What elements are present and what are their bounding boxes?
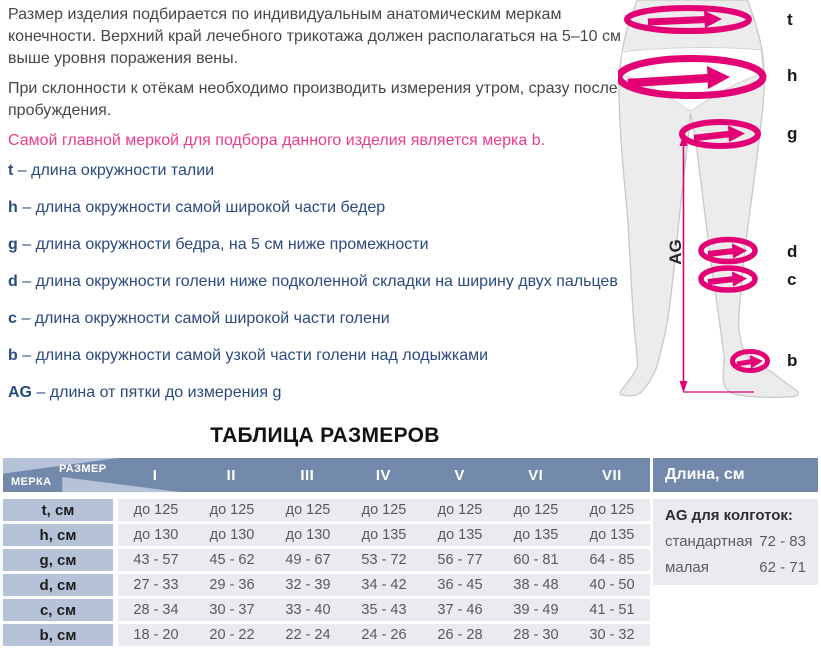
length-panel-body bbox=[653, 499, 818, 585]
intro-paragraph-2: При склонности к отёкам необходимо производить измерения утром, сразу после пробуждения. bbox=[8, 80, 618, 119]
measurement-key: d bbox=[8, 273, 18, 290]
size-column-header: V bbox=[454, 466, 465, 484]
measurements-list bbox=[8, 160, 648, 419]
table-cell: 64 - 85 bbox=[589, 552, 635, 568]
row-label: c, см bbox=[3, 599, 113, 621]
table-cell: 56 - 77 bbox=[437, 552, 483, 568]
table-cell: 41 - 51 bbox=[589, 602, 635, 618]
measurement-item bbox=[8, 234, 648, 256]
measurement-key: b bbox=[8, 347, 18, 364]
table-cell: 20 - 22 bbox=[209, 627, 255, 643]
table-cell: до 135 bbox=[437, 527, 483, 543]
measurement-description: – длина окружности самой широкой части бедер bbox=[22, 199, 386, 216]
measurement-key: g bbox=[8, 236, 18, 253]
size-column-header: IV bbox=[375, 466, 392, 484]
table-cell: 28 - 30 bbox=[513, 627, 559, 643]
size-table-body bbox=[3, 499, 650, 646]
table-cell: 49 - 67 bbox=[285, 552, 331, 568]
measurement-key: AG bbox=[8, 384, 32, 401]
row-data bbox=[118, 624, 650, 646]
size-columns bbox=[117, 458, 650, 492]
table-cell: 39 - 49 bbox=[513, 602, 559, 618]
measurement-item bbox=[8, 345, 648, 367]
table-cell: до 130 bbox=[133, 527, 179, 543]
row-label: b, см bbox=[3, 624, 113, 646]
table-cell: 29 - 36 bbox=[209, 577, 255, 593]
corner-label-measure: МЕРКА bbox=[11, 476, 52, 488]
table-cell: 24 - 26 bbox=[361, 627, 407, 643]
table-cell: 38 - 48 bbox=[513, 577, 559, 593]
size-column-header: III bbox=[300, 466, 315, 484]
length-panel-subtitle: AG для колготок: bbox=[665, 507, 793, 524]
row-data bbox=[118, 574, 650, 596]
diagram-label-d: d bbox=[787, 242, 798, 261]
length-panel-row bbox=[665, 532, 806, 551]
table-row bbox=[3, 499, 650, 521]
length-row-value: 62 - 71 bbox=[759, 559, 806, 576]
intro-section bbox=[8, 4, 623, 166]
table-cell: 60 - 81 bbox=[513, 552, 559, 568]
table-row bbox=[3, 574, 650, 596]
table-cell: 34 - 42 bbox=[361, 577, 407, 593]
size-column-header: VII bbox=[601, 466, 622, 484]
measurement-description: – длина окружности голени ниже подколенной складки на ширину двух пальцев bbox=[22, 273, 618, 290]
table-cell: до 135 bbox=[513, 527, 559, 543]
table-cell: 32 - 39 bbox=[285, 577, 331, 593]
intro-highlight: Самой главной меркой для подбора данного изделия является мерка b. bbox=[8, 132, 546, 149]
table-row bbox=[3, 524, 650, 546]
table-cell: до 125 bbox=[209, 502, 255, 518]
table-row bbox=[3, 624, 650, 646]
table-cell: до 125 bbox=[513, 502, 559, 518]
measurement-key: h bbox=[8, 199, 18, 216]
measurement-description: – длина от пятки до измерения g bbox=[36, 384, 282, 401]
table-cell: 26 - 28 bbox=[437, 627, 483, 643]
table-row bbox=[3, 549, 650, 571]
body-diagram-svg bbox=[618, 0, 821, 430]
body-diagram bbox=[618, 0, 821, 430]
length-panel-header: Длина, см bbox=[653, 458, 818, 492]
table-cell: до 130 bbox=[285, 527, 331, 543]
length-row-label: стандартная bbox=[665, 533, 753, 550]
diagram-label-b: b bbox=[787, 351, 798, 370]
table-cell: до 130 bbox=[209, 527, 255, 543]
intro-paragraph-1: Размер изделия подбирается по индивидуальным анатомическим меркам конечности. Верхний край лечебного трикотажа должен располагаться на 5–10 см выше уровня поражения вены. bbox=[8, 6, 621, 67]
table-cell: 40 - 50 bbox=[589, 577, 635, 593]
size-table bbox=[3, 458, 650, 649]
table-cell: 33 - 40 bbox=[285, 602, 331, 618]
table-cell: 43 - 57 bbox=[133, 552, 179, 568]
measurement-key: c bbox=[8, 310, 17, 327]
row-label: h, см bbox=[3, 524, 113, 546]
table-cell: 30 - 32 bbox=[589, 627, 635, 643]
table-cell: 37 - 46 bbox=[437, 602, 483, 618]
length-panel bbox=[653, 458, 818, 585]
table-cell: 22 - 24 bbox=[285, 627, 331, 643]
measurement-item bbox=[8, 308, 648, 330]
table-cell: 30 - 37 bbox=[209, 602, 255, 618]
ag-label: AG bbox=[666, 239, 685, 265]
row-data bbox=[118, 524, 650, 546]
table-cell: до 125 bbox=[285, 502, 331, 518]
measurement-item bbox=[8, 382, 648, 404]
table-row bbox=[3, 599, 650, 621]
measurement-item bbox=[8, 197, 648, 219]
table-cell: до 125 bbox=[437, 502, 483, 518]
table-cell: 53 - 72 bbox=[361, 552, 407, 568]
row-data bbox=[118, 599, 650, 621]
length-row-label: малая bbox=[665, 559, 709, 576]
row-label: g, см bbox=[3, 549, 113, 571]
row-data bbox=[118, 499, 650, 521]
row-label: t, см bbox=[3, 499, 113, 521]
table-cell: 45 - 62 bbox=[209, 552, 255, 568]
measurement-description: – длина окружности талии bbox=[17, 162, 215, 179]
table-cell: 28 - 34 bbox=[133, 602, 179, 618]
table-cell: 36 - 45 bbox=[437, 577, 483, 593]
table-cell: 18 - 20 bbox=[133, 627, 179, 643]
size-table-header bbox=[3, 458, 650, 492]
measurement-description: – длина окружности бедра, на 5 см ниже промежности bbox=[22, 236, 429, 253]
measurement-description: – длина окружности самой широкой части голени bbox=[21, 310, 390, 327]
table-cell: до 125 bbox=[589, 502, 635, 518]
measurement-item bbox=[8, 160, 648, 182]
row-label: d, см bbox=[3, 574, 113, 596]
size-column-header: II bbox=[226, 466, 236, 484]
diagram-label-t: t bbox=[787, 10, 793, 29]
length-panel-row bbox=[665, 558, 806, 577]
diagram-label-h: h bbox=[787, 66, 798, 85]
measurement-key: t bbox=[8, 162, 14, 179]
size-column-header: I bbox=[152, 466, 158, 484]
size-table-title: ТАБЛИЦА РАЗМЕРОВ bbox=[210, 424, 440, 447]
size-column-header: VI bbox=[528, 466, 544, 484]
table-cell: до 125 bbox=[133, 502, 179, 518]
table-cell: до 125 bbox=[361, 502, 407, 518]
length-panel-rows bbox=[665, 532, 806, 577]
diagram-label-c: c bbox=[787, 270, 797, 289]
measurement-description: – длина окружности самой узкой части голени над лодыжками bbox=[22, 347, 489, 364]
measurement-item bbox=[8, 271, 648, 293]
corner-label-size: РАЗМЕР bbox=[59, 463, 107, 475]
table-cell: до 135 bbox=[589, 527, 635, 543]
diagram-label-g: g bbox=[787, 124, 798, 143]
table-cell: 27 - 33 bbox=[133, 577, 179, 593]
length-row-value: 72 - 83 bbox=[759, 533, 806, 550]
table-cell: до 135 bbox=[361, 527, 407, 543]
row-data bbox=[118, 549, 650, 571]
table-cell: 35 - 43 bbox=[361, 602, 407, 618]
